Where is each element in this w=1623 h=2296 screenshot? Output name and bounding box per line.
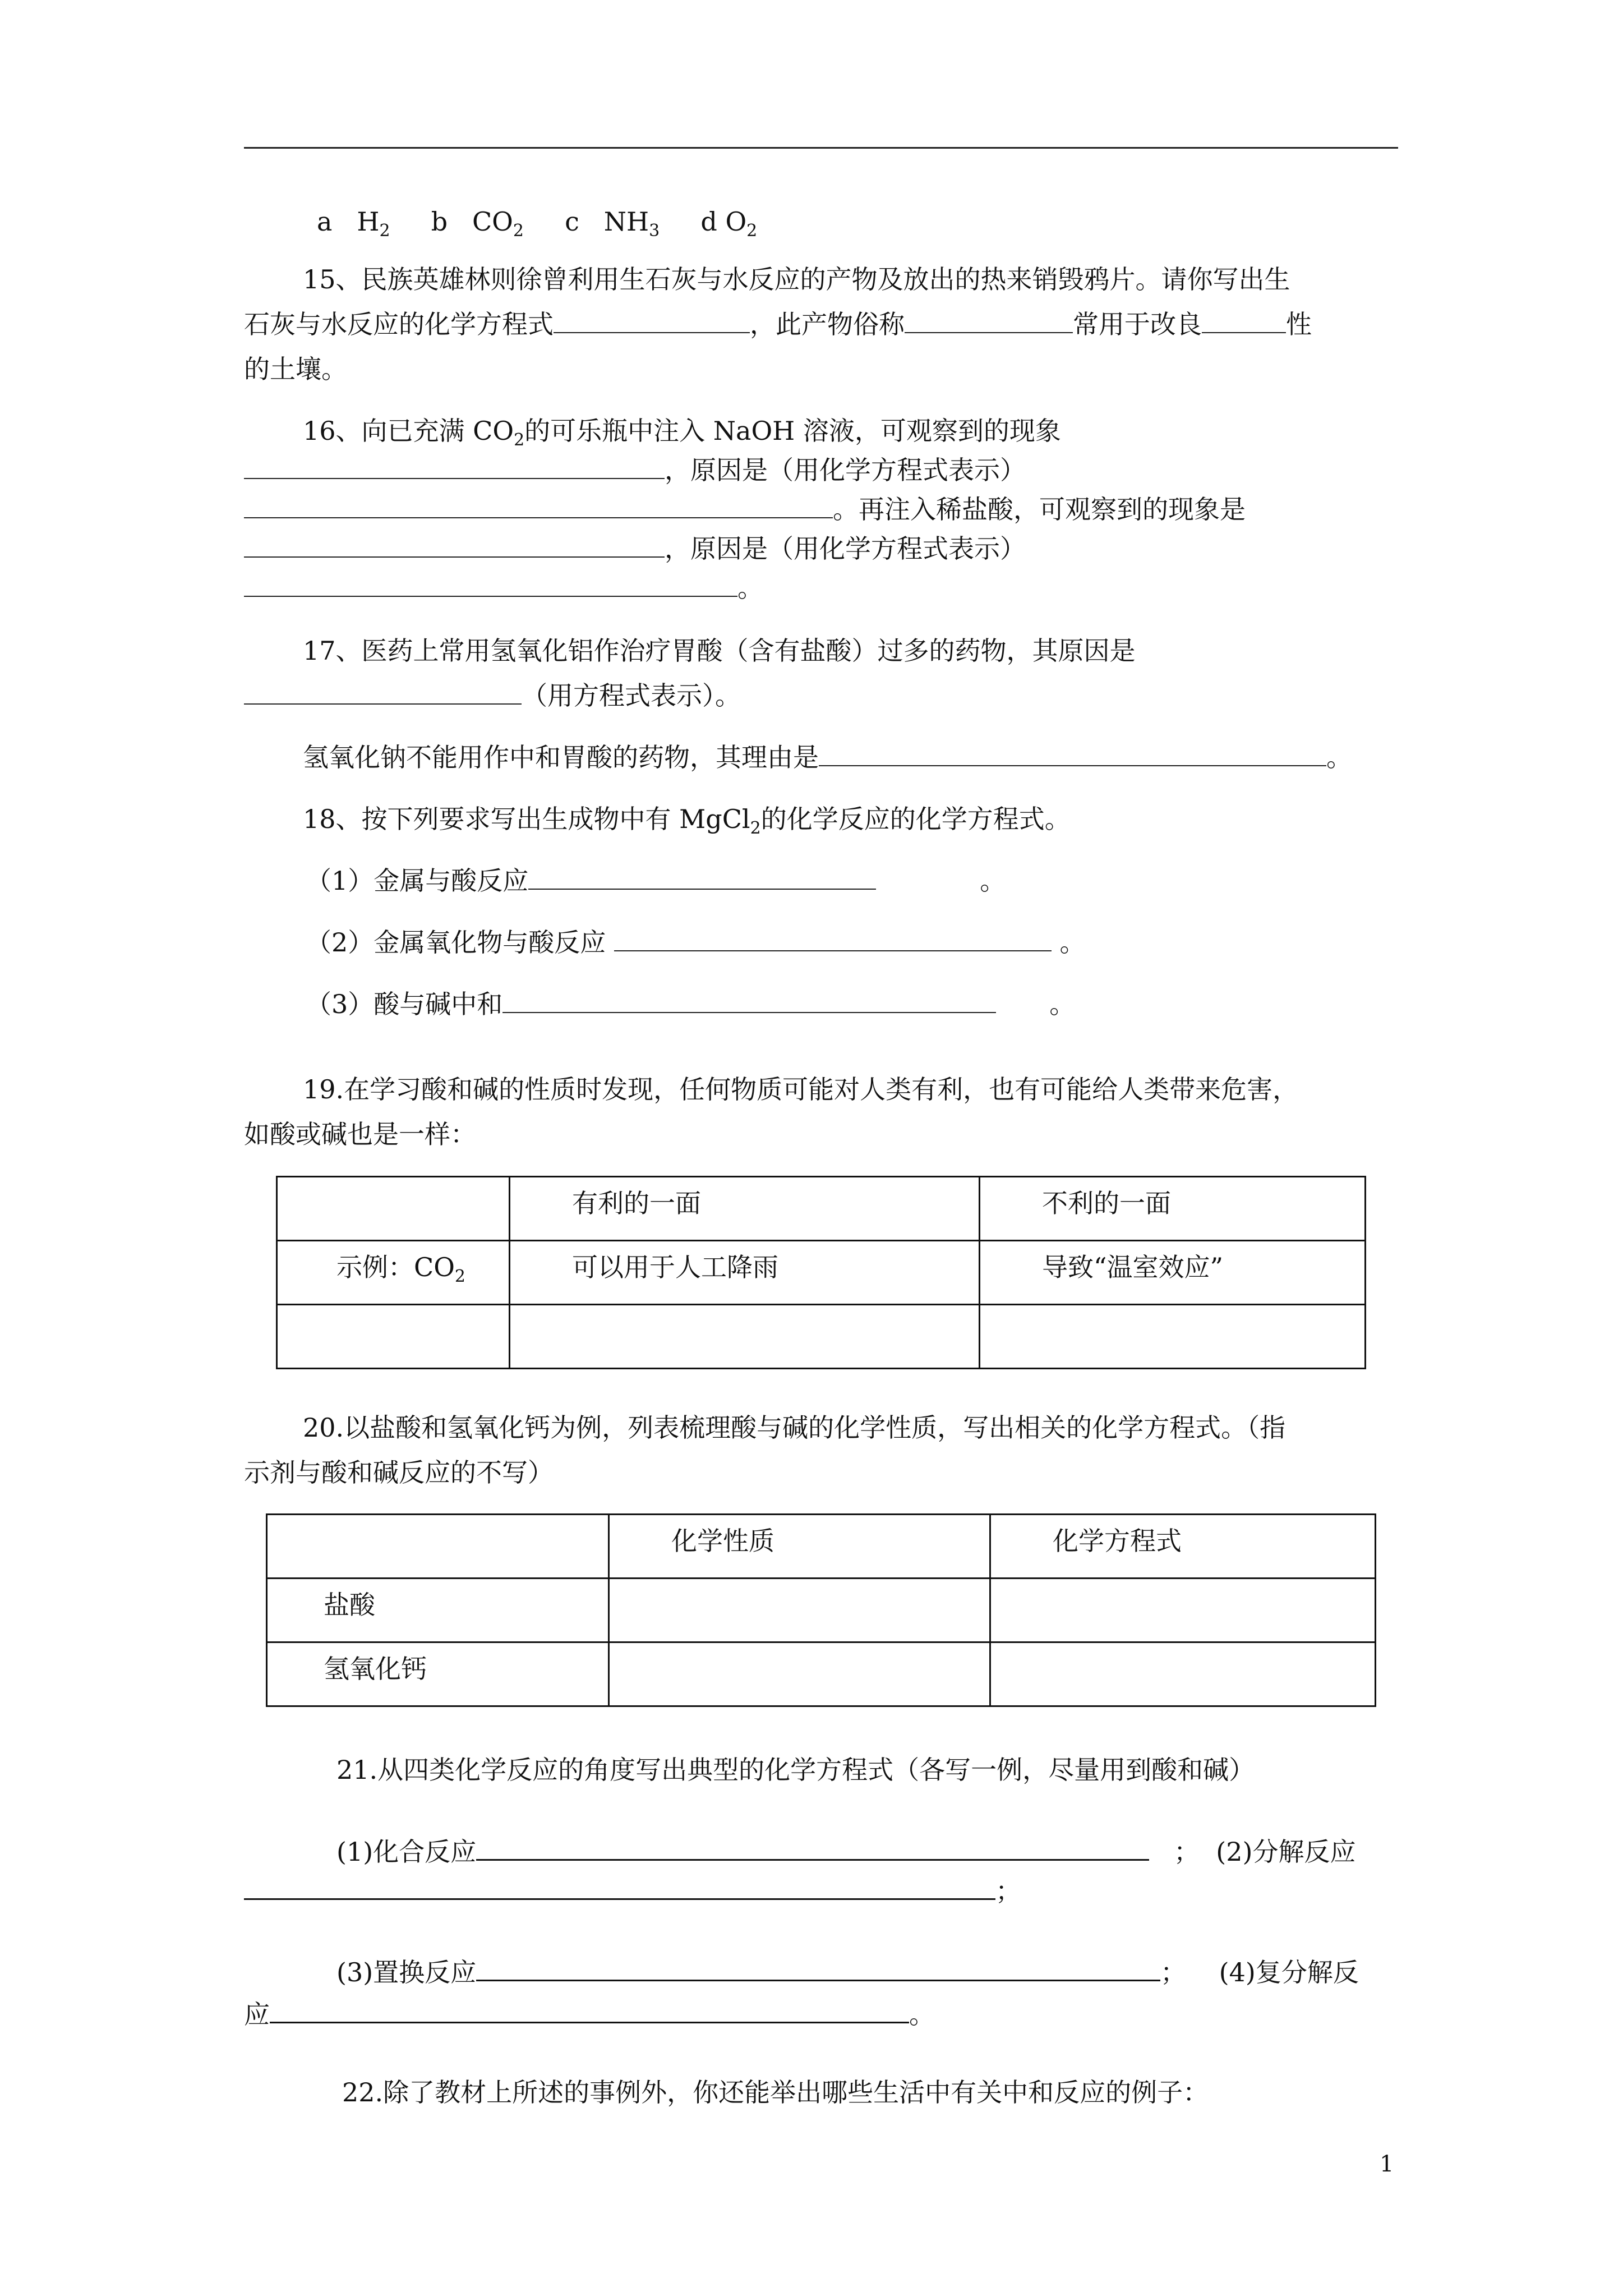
answer-blank[interactable] bbox=[819, 740, 1326, 766]
q18-item1: （1）金属与酸反应 。 bbox=[306, 864, 1006, 898]
answer-blank[interactable] bbox=[244, 571, 737, 597]
answer-blank[interactable] bbox=[476, 1955, 1160, 1981]
q15-line2: 石灰与水反应的化学方程式 ，此产物俗称 常用于改良 性 bbox=[244, 307, 1312, 341]
q20-line2: 示剂与酸和碱反应的不写） bbox=[244, 1457, 554, 1488]
answer-blank[interactable] bbox=[476, 1834, 1149, 1861]
table-cell[interactable] bbox=[980, 1305, 1366, 1369]
answer-blank[interactable] bbox=[1202, 307, 1286, 333]
table-cell: 示例：$CO_2$ bbox=[277, 1241, 510, 1305]
table-cell: 可以用于人工降雨 bbox=[510, 1241, 980, 1305]
table-header: 化学方程式 bbox=[990, 1515, 1376, 1579]
q17-line1: 17、医药上常用氢氧化铝作治疗胃酸（含有盐酸）过多的药物，其原因是 bbox=[303, 636, 1136, 666]
q19-line2: 如酸或碱也是一样： bbox=[244, 1119, 476, 1149]
q21-line5: 应 。 bbox=[244, 1997, 935, 2031]
answer-blank[interactable] bbox=[905, 307, 1073, 333]
q16-line3: 。再注入稀盐酸，可观察到的现象是 bbox=[244, 493, 1246, 526]
answer-blank[interactable] bbox=[244, 453, 665, 479]
answer-blank[interactable] bbox=[614, 926, 1052, 951]
page-number: 1 bbox=[1380, 2151, 1394, 2177]
q20-line1: 20.以盐酸和氢氧化钙为例，列表梳理酸与碱的化学性质，写出相关的化学方程式。（指 bbox=[303, 1412, 1286, 1443]
q19-table bbox=[276, 1176, 1366, 1369]
table-header: 化学性质 bbox=[609, 1515, 990, 1579]
table-header: 有利的一面 bbox=[510, 1177, 980, 1241]
answer-blank[interactable] bbox=[528, 864, 876, 890]
answer-blank[interactable] bbox=[270, 1997, 909, 2023]
q15-line1: 15、民族英雄林则徐曾利用生石灰与水反应的产物及放出的热来销毁鸦片。请你写出生 bbox=[303, 264, 1290, 295]
table-cell[interactable] bbox=[277, 1305, 510, 1369]
table-cell[interactable] bbox=[990, 1579, 1376, 1642]
table-cell: 导致“温室效应” bbox=[980, 1241, 1366, 1305]
answer-blank[interactable] bbox=[244, 493, 833, 518]
q18-item2: （2）金属氧化物与酸反应 。 bbox=[306, 926, 1086, 959]
answer-blank[interactable] bbox=[244, 532, 665, 558]
q20-table bbox=[266, 1513, 1376, 1707]
q21-line2: (1)化合反应 ； (2)分解反应 bbox=[336, 1834, 1355, 1869]
answer-blank[interactable] bbox=[554, 307, 750, 333]
table-cell: 盐酸 bbox=[267, 1579, 609, 1642]
table-cell[interactable] bbox=[609, 1579, 990, 1642]
header-rule bbox=[244, 147, 1398, 149]
q21-line4: (3)置换反应 ； (4)复分解反 bbox=[336, 1955, 1359, 1989]
q21-line3: ； bbox=[244, 1874, 1021, 1908]
q17-line2: （用方程式表示）。 bbox=[244, 679, 741, 712]
q16-line2: ，原因是（用化学方程式表示） bbox=[244, 453, 1026, 487]
q16-line5: 。 bbox=[244, 571, 763, 605]
q15-line3: 的土壤。 bbox=[244, 354, 347, 384]
q22-line1: 22.除了教材上所述的事例外，你还能举出哪些生活中有关中和反应的例子： bbox=[342, 2077, 1209, 2108]
q16-line4: ，原因是（用化学方程式表示） bbox=[244, 532, 1026, 565]
table-cell bbox=[277, 1177, 510, 1241]
q19-line1: 19.在学习酸和碱的性质时发现，任何物质可能对人类有利，也有可能给人类带来危害， bbox=[303, 1074, 1299, 1105]
q14-options: a $H_2$ b $CO_2$ c $NH_3$ d $O_2$ bbox=[317, 206, 758, 241]
table-cell: 氢氧化钙 bbox=[267, 1642, 609, 1706]
answer-blank[interactable] bbox=[502, 987, 996, 1013]
q17-line3: 氢氧化钠不能用作中和胃酸的药物，其理由是 。 bbox=[303, 740, 1352, 774]
answer-blank[interactable] bbox=[244, 679, 522, 705]
table-cell[interactable] bbox=[609, 1642, 990, 1706]
answer-blank[interactable] bbox=[244, 1874, 995, 1900]
table-cell[interactable] bbox=[990, 1642, 1376, 1706]
table-cell[interactable] bbox=[510, 1305, 980, 1369]
table-cell bbox=[267, 1515, 609, 1579]
table-header: 不利的一面 bbox=[980, 1177, 1366, 1241]
q18-line1: 18、按下列要求写出生成物中有 MgCl$_2$的化学反应的化学方程式。 bbox=[303, 804, 1071, 838]
q16-line1: 16、向已充满 $CO_2$的可乐瓶中注入 NaOH 溶液，可观察到的现象 bbox=[303, 416, 1061, 450]
q18-item3: （3）酸与碱中和 。 bbox=[306, 987, 1075, 1021]
q21-line1: 21.从四类化学反应的角度写出典型的化学方程式（各写一例，尽量用到酸和碱） bbox=[336, 1755, 1255, 1785]
